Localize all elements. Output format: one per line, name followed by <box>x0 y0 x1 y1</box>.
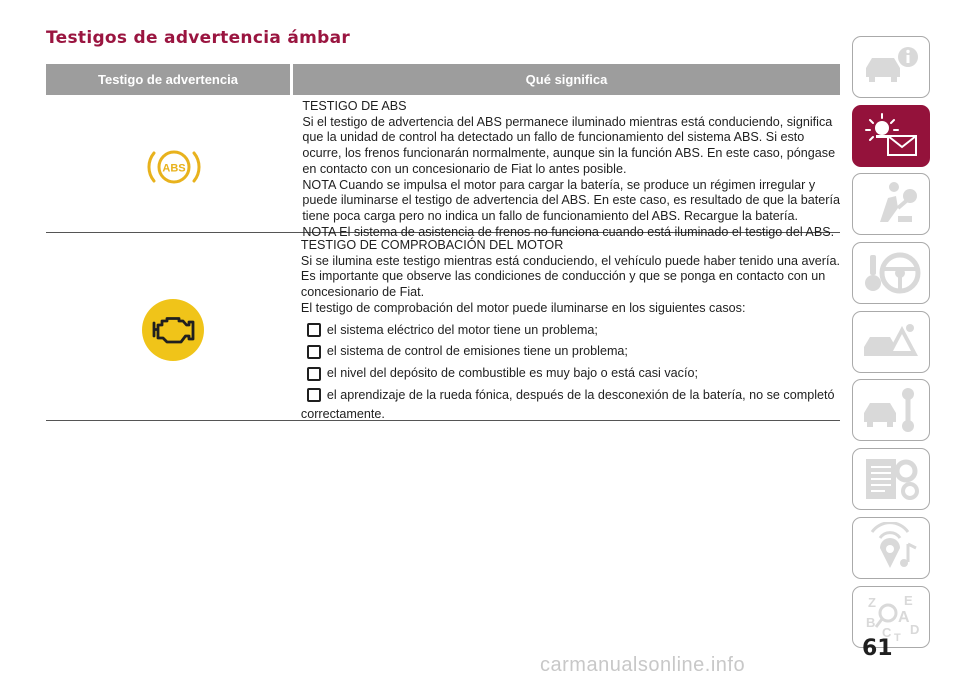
abs-warning-icon <box>144 142 204 192</box>
list-item-continuation: correctamente. <box>300 407 385 422</box>
table-row <box>46 95 840 239</box>
warning-lights-icon <box>858 110 924 162</box>
tab-multimedia[interactable] <box>852 517 930 579</box>
list-item-text: el sistema de control de emisiones tiene un problema; <box>326 344 628 359</box>
page-number: 61 <box>862 636 893 661</box>
warning-lights-table <box>46 64 840 421</box>
meaning-cell <box>301 233 840 420</box>
check-engine-icon <box>141 298 205 362</box>
row-text-line: tiene poca carga pero no indica un fallo de funcionamiento del ABS. Recargue la batería. <box>302 208 798 223</box>
list-item <box>301 388 840 404</box>
list-item <box>301 344 840 360</box>
tab-technical-data[interactable] <box>852 448 930 510</box>
indicator-cell <box>46 233 301 420</box>
chapter-sidebar <box>852 36 928 654</box>
row-text-line: Si se ilumina este testigo mientras está conduciendo, el vehículo puede haber tenido una avería. <box>300 253 840 268</box>
meaning-cell <box>302 95 840 239</box>
checkbox-bullet-icon <box>307 388 321 402</box>
row-text-line: El testigo de comprobación del motor puede iluminarse en los siguientes casos: <box>300 300 746 315</box>
alphabetical-index-icon <box>858 591 924 643</box>
multimedia-icon <box>858 522 924 574</box>
row-heading: TESTIGO DE ABS <box>302 99 407 113</box>
index-letter: B <box>866 614 876 630</box>
header-indicator: Testigo de advertencia <box>46 64 293 95</box>
header-meaning: Qué significa <box>525 72 608 87</box>
table-row <box>46 233 840 421</box>
tab-key-steering-wheel[interactable] <box>852 242 930 304</box>
row-text-line: que la unidad de control ha detectado un fallo de funcionamiento del sistema ABS. Si esto <box>302 130 805 145</box>
row-text-line: puede iluminarse el testigo de advertencia del ABS. En este caso, es resultado de que la batería <box>302 193 840 208</box>
technical-data-icon <box>858 453 924 505</box>
index-letter: T <box>894 631 901 643</box>
car-emergency-icon <box>858 316 924 368</box>
tab-car-emergency[interactable] <box>852 311 930 373</box>
car-maintenance-icon <box>858 384 924 436</box>
row-text-line: NOTA Cuando se impulsa el motor para cargar la batería, se produce un régimen irregular y <box>302 177 816 192</box>
row-text-line: Si el testigo de advertencia del ABS permanece iluminado mientras está conduciendo, significa <box>302 114 833 129</box>
row-text-line: ocurre, los frenos funcionarán normalmente, aunque sin la función ABS. En este caso, póngase <box>302 146 836 161</box>
index-letter: A <box>898 608 910 626</box>
car-info-icon <box>858 41 924 93</box>
row-text-line: Es importante que observe las condiciones de conducción y que se ponga en contacto con un <box>300 269 826 284</box>
row-heading: TESTIGO DE COMPROBACIÓN DEL MOTOR <box>300 238 564 252</box>
table-header <box>46 64 840 95</box>
row-text-line: concesionario de Fiat. <box>300 285 425 300</box>
page-title: Testigos de advertencia ámbar <box>46 28 351 48</box>
seat-airbag-icon <box>858 178 924 230</box>
key-steering-wheel-icon <box>858 247 924 299</box>
checkbox-bullet-icon <box>307 345 321 359</box>
tab-car-info[interactable] <box>852 36 930 98</box>
row-text-line: en contacto con un concesionario de Fiat lo antes posible. <box>302 161 627 176</box>
index-letter: E <box>904 592 913 608</box>
index-letter: D <box>910 621 920 637</box>
checkbox-bullet-icon <box>307 323 321 337</box>
tab-seat-airbag[interactable] <box>852 173 930 235</box>
index-letter: C <box>882 624 892 640</box>
list-item-text: el aprendizaje de la rueda fónica, después de la desconexión de la batería, no se completó <box>326 387 835 402</box>
row-text-line: NOTA El sistema de asistencia de frenos no funciona cuando está iluminado el testigo del ABS. <box>302 224 835 239</box>
watermark: carmanualsonline.info <box>540 654 746 676</box>
checkbox-bullet-icon <box>307 367 321 381</box>
list-item <box>301 366 840 382</box>
list-item-text: el sistema eléctrico del motor tiene un problema; <box>326 322 598 337</box>
indicator-cell <box>46 95 302 232</box>
index-letter: Z <box>868 594 876 610</box>
tab-car-maintenance[interactable] <box>852 379 930 441</box>
list-item <box>301 323 840 339</box>
list-item-text: el nivel del depósito de combustible es muy bajo o está casi vacío; <box>326 365 698 380</box>
tab-warning-lights[interactable] <box>852 105 930 167</box>
abs-icon-label: ABS <box>162 162 186 174</box>
